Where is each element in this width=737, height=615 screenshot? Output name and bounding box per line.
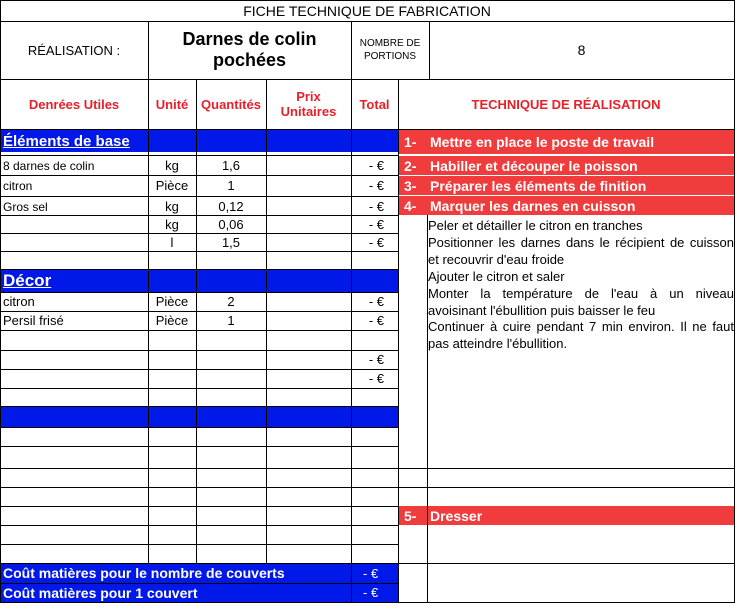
base-row-2-unit: Pièce (155, 178, 189, 193)
base-row-1-name: 8 darnes de colin (3, 158, 95, 173)
technique-heading-5-num: 5- (404, 507, 417, 524)
cost-total-value: - € (363, 565, 379, 581)
cost-one-label: Coût matières pour 1 couvert (3, 584, 198, 601)
technique-step: Positionner les darnes dans le récipient de cuisson et recouvrir d'eau froide (428, 234, 734, 267)
grid-line (0, 602, 735, 603)
col-unite: Unité (155, 96, 189, 112)
technique-steps (428, 218, 734, 353)
base-row-4-unit: kg (165, 216, 179, 232)
grid-line (0, 251, 398, 252)
col-technique: TECHNIQUE DE RÉALISATION (471, 96, 661, 112)
col-quantites: Quantités (201, 96, 261, 112)
decor-row-2-unit: Pièce (155, 313, 189, 328)
base-row-3-qty: 0,12 (218, 199, 244, 214)
grid-line (734, 0, 735, 603)
technique-heading-5 (398, 506, 734, 525)
decor-row-1-name: citron (3, 294, 35, 309)
decor-row-2-qty: 1 (227, 313, 235, 328)
grid-line (148, 79, 149, 563)
col-denrees: Denrées Utiles (28, 96, 120, 112)
grid-line (0, 506, 398, 507)
section-decor (0, 270, 398, 292)
grid-line (196, 79, 197, 563)
technique-heading-3-num: 3- (404, 177, 417, 194)
grid-line (0, 155, 398, 156)
grid-line (398, 79, 399, 602)
base-row-5-unit: l (170, 234, 174, 250)
grid-line (0, 21, 735, 22)
grid-line (0, 330, 398, 331)
technique-heading-4-label: Marquer les darnes en cuisson (430, 197, 636, 214)
grid-line (0, 544, 398, 545)
technique-heading-1-label: Mettre en place le poste de travail (430, 134, 655, 150)
base-row-1-unit: kg (165, 158, 179, 173)
technique-heading-4 (398, 196, 734, 215)
grid-line (0, 129, 735, 130)
base-row-1-total: - € (368, 158, 384, 173)
realisation-label: RÉALISATION : (27, 42, 121, 58)
technique-heading-4-num: 4- (404, 197, 417, 214)
section-base-label: Éléments de base (3, 132, 130, 150)
grid-line (0, 406, 398, 407)
grid-line (427, 215, 428, 602)
grid-line (351, 21, 352, 79)
base-row-1-qty: 1,6 (221, 158, 241, 173)
cost-one-value: - € (363, 585, 379, 600)
technique-heading-3-label: Préparer les éléments de finition (430, 177, 647, 194)
decor-row-2-name: Persil frisé (3, 313, 64, 328)
technique-step: Peler et détailler le citron en tranches (428, 218, 643, 233)
grid-line (266, 79, 267, 563)
base-row-4-total: - € (368, 216, 384, 232)
grid-line (148, 21, 149, 79)
base-row-2-total: - € (368, 178, 384, 193)
grid-line (0, 525, 398, 526)
technique-heading-1-num: 1- (404, 134, 417, 150)
base-row-4-qty: 0,06 (218, 216, 244, 232)
section-base (0, 130, 398, 152)
technique-step: Ajouter le citron et saler (428, 268, 565, 284)
cost-total-label: Coût matières pour le nombre de couverts (3, 565, 285, 581)
grid-line (0, 269, 398, 270)
base-row-2-qty: 1 (227, 178, 235, 193)
grid-line (0, 388, 398, 389)
technique-heading-3 (398, 176, 734, 195)
decor-row-2-total: - € (368, 313, 384, 328)
technique-heading-2-num: 2- (404, 157, 417, 174)
grid-line (0, 369, 398, 370)
grid-line (0, 233, 398, 234)
grid-line (0, 196, 398, 197)
grid-line (0, 0, 735, 1)
base-row-5-qty: 1,5 (221, 234, 241, 250)
blue-separator-bar (0, 406, 398, 427)
cost-one-row (0, 583, 398, 602)
portions-value: 8 (577, 42, 586, 58)
portions-label: NOMBRE DE PORTIONS (359, 38, 421, 62)
technique-heading-1 (398, 130, 734, 154)
grid-line (0, 292, 398, 293)
grid-line (0, 446, 398, 447)
base-row-3-unit: kg (165, 199, 179, 214)
grid-line (0, 350, 398, 351)
technique-step: Monter la température de l'eau à un niveau avoisinant l'ébullition puis baisser le feu (428, 285, 734, 318)
grid-line (0, 311, 398, 312)
base-row-3-total: - € (368, 199, 384, 214)
base-row-5-total: - € (368, 234, 384, 250)
technique-heading-5-label: Dresser (430, 507, 483, 524)
grid-line (0, 563, 735, 564)
cost-total-row (0, 563, 398, 583)
grid-line (0, 215, 398, 216)
grid-line (0, 583, 398, 584)
grid-line (429, 21, 430, 79)
grid-line (0, 427, 398, 428)
decor-row-1-unit: Pièce (155, 294, 189, 309)
technique-heading-2 (398, 156, 734, 175)
technique-heading-2-label: Habiller et découper le poisson (430, 157, 638, 174)
grid-line (0, 175, 398, 176)
base-row-2-name: citron (3, 178, 33, 193)
grid-line (0, 487, 735, 488)
decor-row-1-total: - € (368, 294, 384, 309)
base-row-3-name: Gros sel (3, 199, 48, 214)
grid-line (0, 79, 735, 80)
grid-line (0, 468, 735, 469)
col-prix: Prix Unitaires (280, 89, 337, 119)
decor-row-3-total: - € (368, 352, 384, 367)
technique-step: Continuer à cuire pendant 7 min environ. Il ne faut pas atteindre l'ébullition. (428, 319, 734, 352)
grid-line (0, 0, 1, 603)
dish-name: Darnes de colin pochées (182, 29, 317, 70)
decor-row-4-total: - € (368, 371, 384, 386)
col-total: Total (359, 96, 390, 112)
section-decor-label: Décor (3, 271, 52, 290)
sheet-title: FICHE TECHNIQUE DE FABRICATION (243, 2, 491, 19)
decor-row-1-qty: 2 (227, 294, 235, 309)
grid-line (351, 79, 352, 602)
